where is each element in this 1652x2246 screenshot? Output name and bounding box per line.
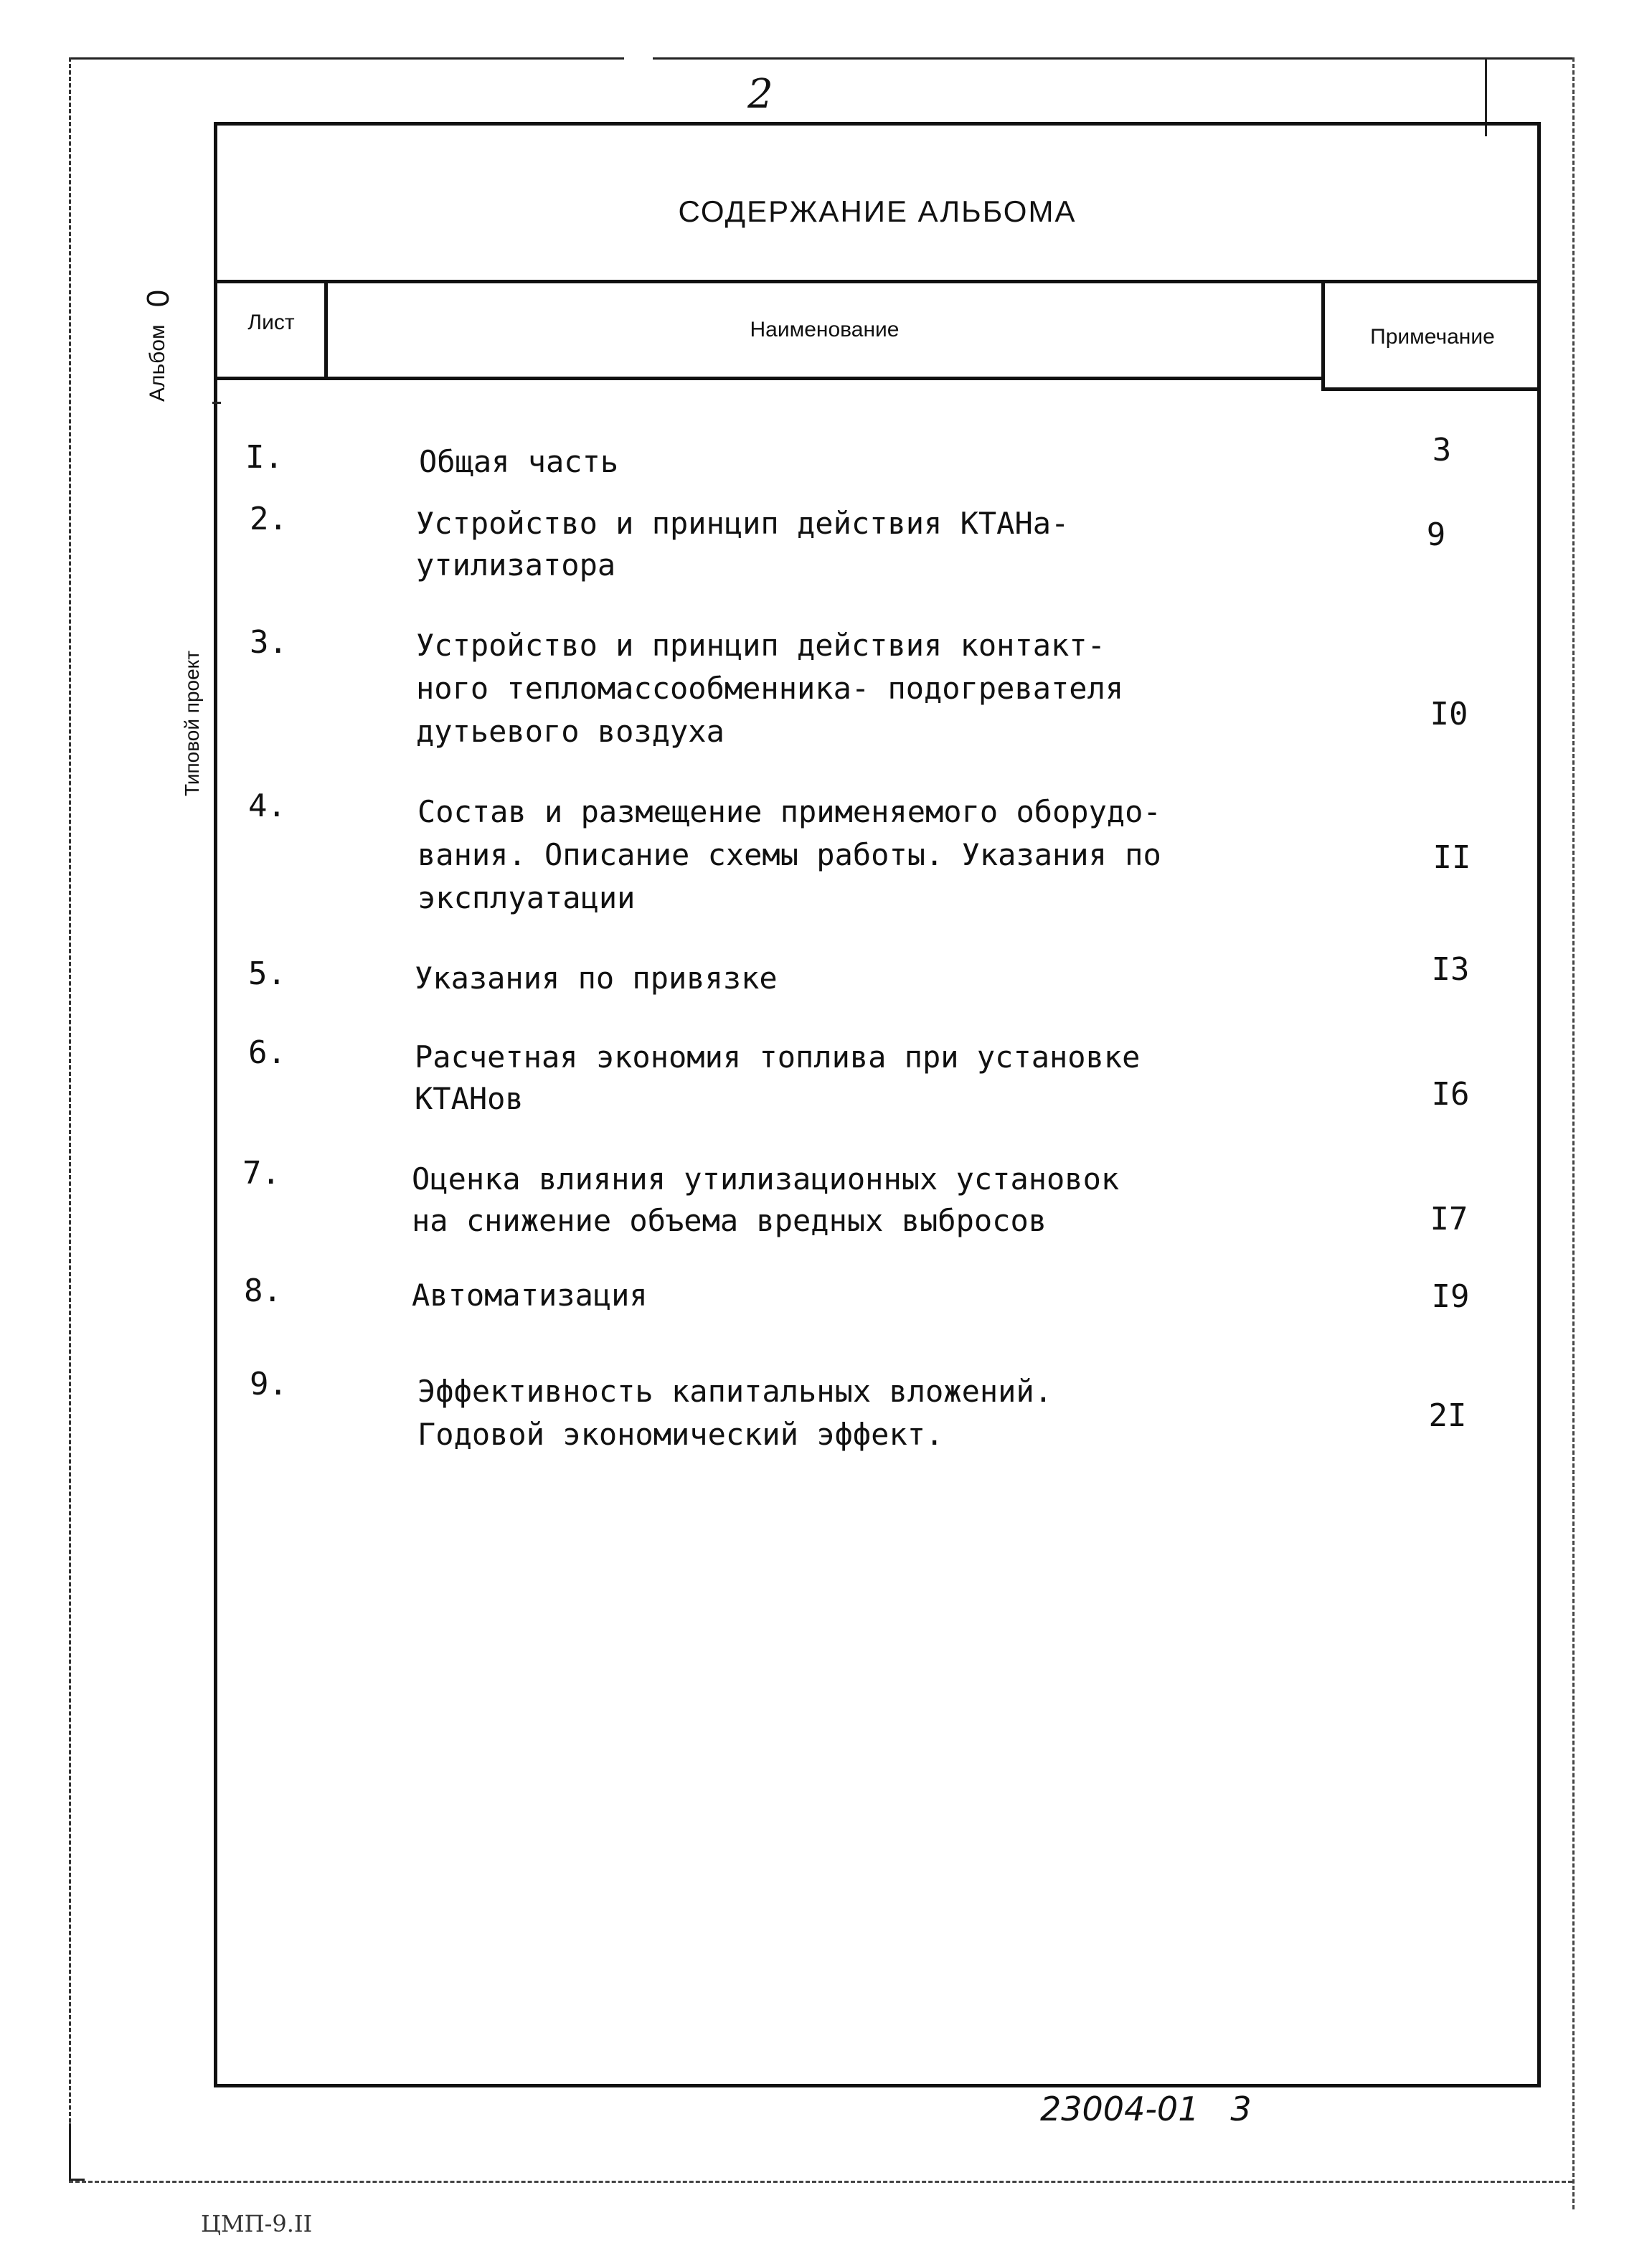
outer-frame-bottom <box>69 2181 1572 2183</box>
row-number: 3. <box>250 624 288 661</box>
row-number: 4. <box>248 788 286 824</box>
row-page: 2I <box>1428 1397 1467 1434</box>
sidebar-album <box>136 215 179 402</box>
print-stamp: ЦМП-9.II <box>201 2210 313 2237</box>
row-title-line: дутьевого воздуха <box>416 714 724 749</box>
row-title-line: Оценка влияния утилизационных установок <box>412 1161 1120 1197</box>
column-header-name: Наименование <box>750 318 900 341</box>
row-title-line: на снижение объема вредных выбросов <box>412 1203 1047 1238</box>
page-number: 2 <box>747 71 773 118</box>
row-page: 3 <box>1432 432 1452 468</box>
row-number: 2. <box>250 501 288 537</box>
row-number: I. <box>245 439 283 476</box>
document-code-value: 23004-01 <box>1040 2090 1199 2128</box>
row-title-line: Состав и размещение применяемого оборудо- <box>417 794 1161 829</box>
row-title-line: Устройство и принцип действия КТАНа- <box>416 506 1070 541</box>
row-number: 5. <box>248 956 286 992</box>
header-bottom-line <box>217 377 1323 380</box>
row-page: I0 <box>1430 696 1468 732</box>
row-title-line: Автоматизация <box>412 1278 648 1313</box>
row-title-line: Указания по привязке <box>415 961 778 996</box>
row-title-line: Годовой экономический эффект. <box>417 1417 944 1452</box>
column-header-note: Примечание <box>1370 325 1495 349</box>
row-page: I3 <box>1431 951 1470 988</box>
row-number: 9. <box>250 1366 288 1402</box>
row-page: I6 <box>1431 1076 1470 1113</box>
sidebar-album-number: 0 <box>141 289 176 308</box>
header-top-line <box>217 280 1541 283</box>
corner-mark <box>69 2123 85 2181</box>
sheet-number: 3 <box>1230 2090 1252 2128</box>
row-number: 8. <box>244 1273 282 1309</box>
row-number: 7. <box>242 1155 280 1192</box>
row-title-line: Устройство и принцип действия контакт- <box>416 628 1105 663</box>
row-title-line: вания. Описание схемы работы. Указания по <box>417 837 1161 872</box>
page-title: СОДЕРЖАНИЕ АЛЬБОМА <box>678 194 1077 228</box>
outer-frame-top <box>69 57 1572 60</box>
row-title-line: Расчетная экономия топлива при установке <box>415 1039 1141 1075</box>
outer-frame-left <box>69 57 71 2181</box>
header-bottom-line-note <box>1323 387 1541 391</box>
column-header-sheet: Лист <box>247 311 295 334</box>
row-title-line: КТАНов <box>415 1081 524 1116</box>
row-title-line: ного тепломассообменника- подогревателя <box>416 671 1124 706</box>
outer-frame-gap <box>624 56 653 60</box>
row-title-line: эксплуатации <box>417 880 636 915</box>
row-title-line: Эффективность капитальных вложений. <box>417 1374 1053 1409</box>
sidebar-project-label: Типовой проект <box>181 650 203 796</box>
sidebar-tick <box>212 402 221 404</box>
sidebar-album-label: Альбом <box>146 324 169 402</box>
outer-frame-right <box>1572 57 1575 2209</box>
row-page: I9 <box>1431 1278 1470 1315</box>
row-page: I7 <box>1430 1201 1468 1237</box>
row-page: II <box>1432 839 1471 876</box>
row-page: 9 <box>1426 516 1446 553</box>
row-number: 6. <box>248 1034 286 1071</box>
row-title-line: утилизатора <box>416 547 616 582</box>
row-title-line: Общая часть <box>419 444 619 479</box>
document-code <box>1040 2084 1327 2134</box>
